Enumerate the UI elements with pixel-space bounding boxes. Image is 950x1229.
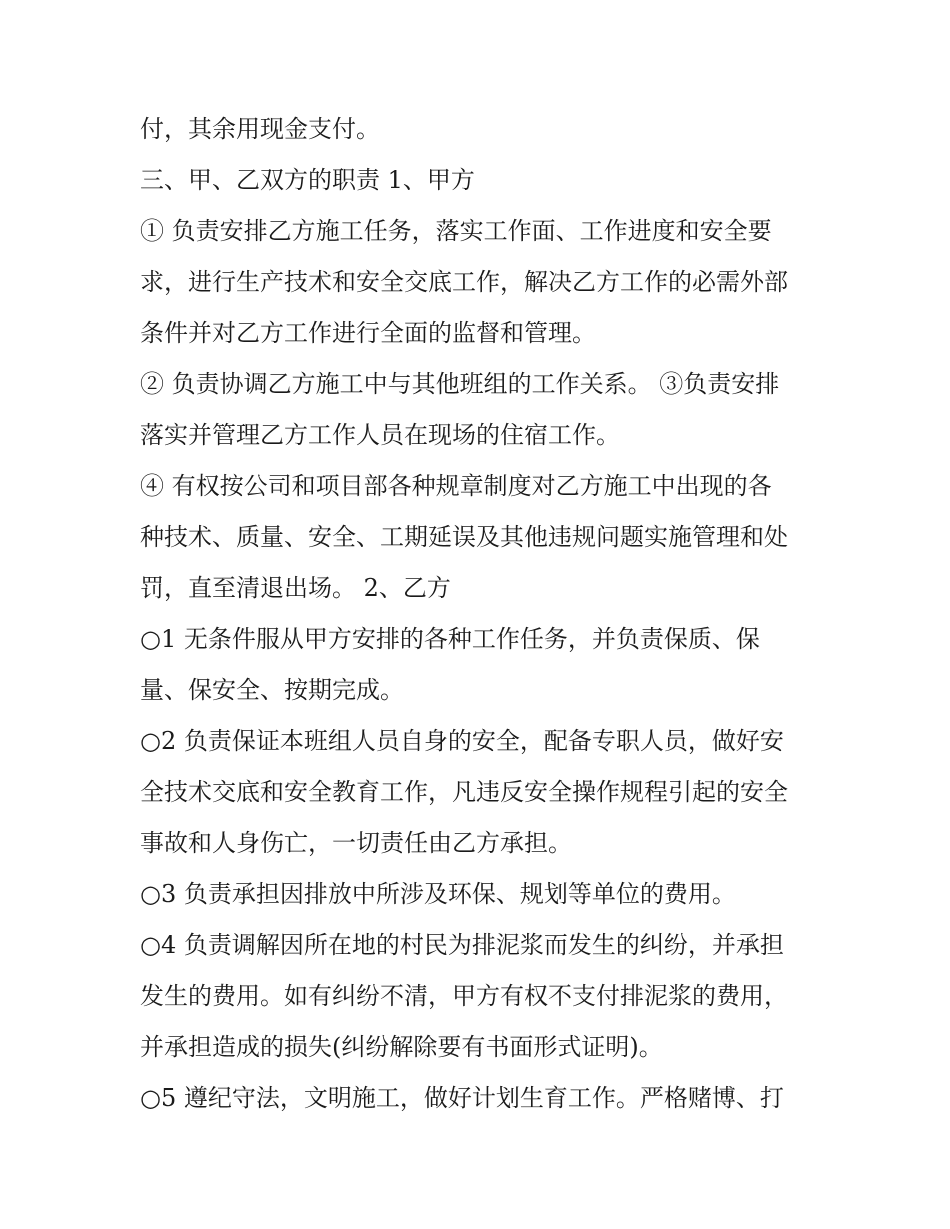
document-body (140, 104, 830, 1124)
text-line: 罚，直至清退出场。 2、乙方 (140, 574, 451, 602)
section-heading: 三、甲、乙双方的职责 1、甲方 (140, 166, 475, 194)
text-line: 落实并管理乙方工作人员在现场的住宿工作。 (140, 421, 620, 449)
text-line: 全技术交底和安全教育工作，凡违反安全操作规程引起的安全 (140, 778, 788, 806)
text-line: ○5 遵纪守法，文明施工，做好计划生育工作。严格赌博、打 (140, 1084, 784, 1112)
text-line: ○1 无条件服从甲方安排的各种工作任务，并负责保质、保 (140, 625, 760, 653)
text-line: ① 负责安排乙方施工任务，落实工作面、工作进度和安全要 (140, 217, 772, 245)
text-line: 付，其余用现金支付。 (140, 115, 380, 143)
text-line: 事故和人身伤亡，一切责任由乙方承担。 (140, 829, 572, 857)
text-line: 条件并对乙方工作进行全面的监督和管理。 (140, 319, 596, 347)
text-line: ○3 负责承担因排放中所涉及环保、规划等单位的费用。 (140, 880, 736, 908)
text-line: ④ 有权按公司和项目部各种规章制度对乙方施工中出现的各 (140, 472, 772, 500)
text-line: 发生的费用。如有纠纷不清，甲方有权不支付排泥浆的费用， (140, 982, 788, 1010)
text-line: 并承担造成的损失(纠纷解除要有书面形式证明)。 (140, 1033, 663, 1061)
text-line: ② 负责协调乙方施工中与其他班组的工作关系。 ③负责安排 (140, 370, 780, 398)
text-line: 种技术、质量、安全、工期延误及其他违规问题实施管理和处 (140, 523, 788, 551)
text-line: ○2 负责保证本班组人员自身的安全，配备专职人员，做好安 (140, 727, 784, 755)
text-line: 求，进行生产技术和安全交底工作，解决乙方工作的必需外部 (140, 268, 788, 296)
text-line: ○4 负责调解因所在地的村民为排泥浆而发生的纠纷，并承担 (140, 931, 784, 959)
text-line: 量、保安全、按期完成。 (140, 676, 404, 704)
